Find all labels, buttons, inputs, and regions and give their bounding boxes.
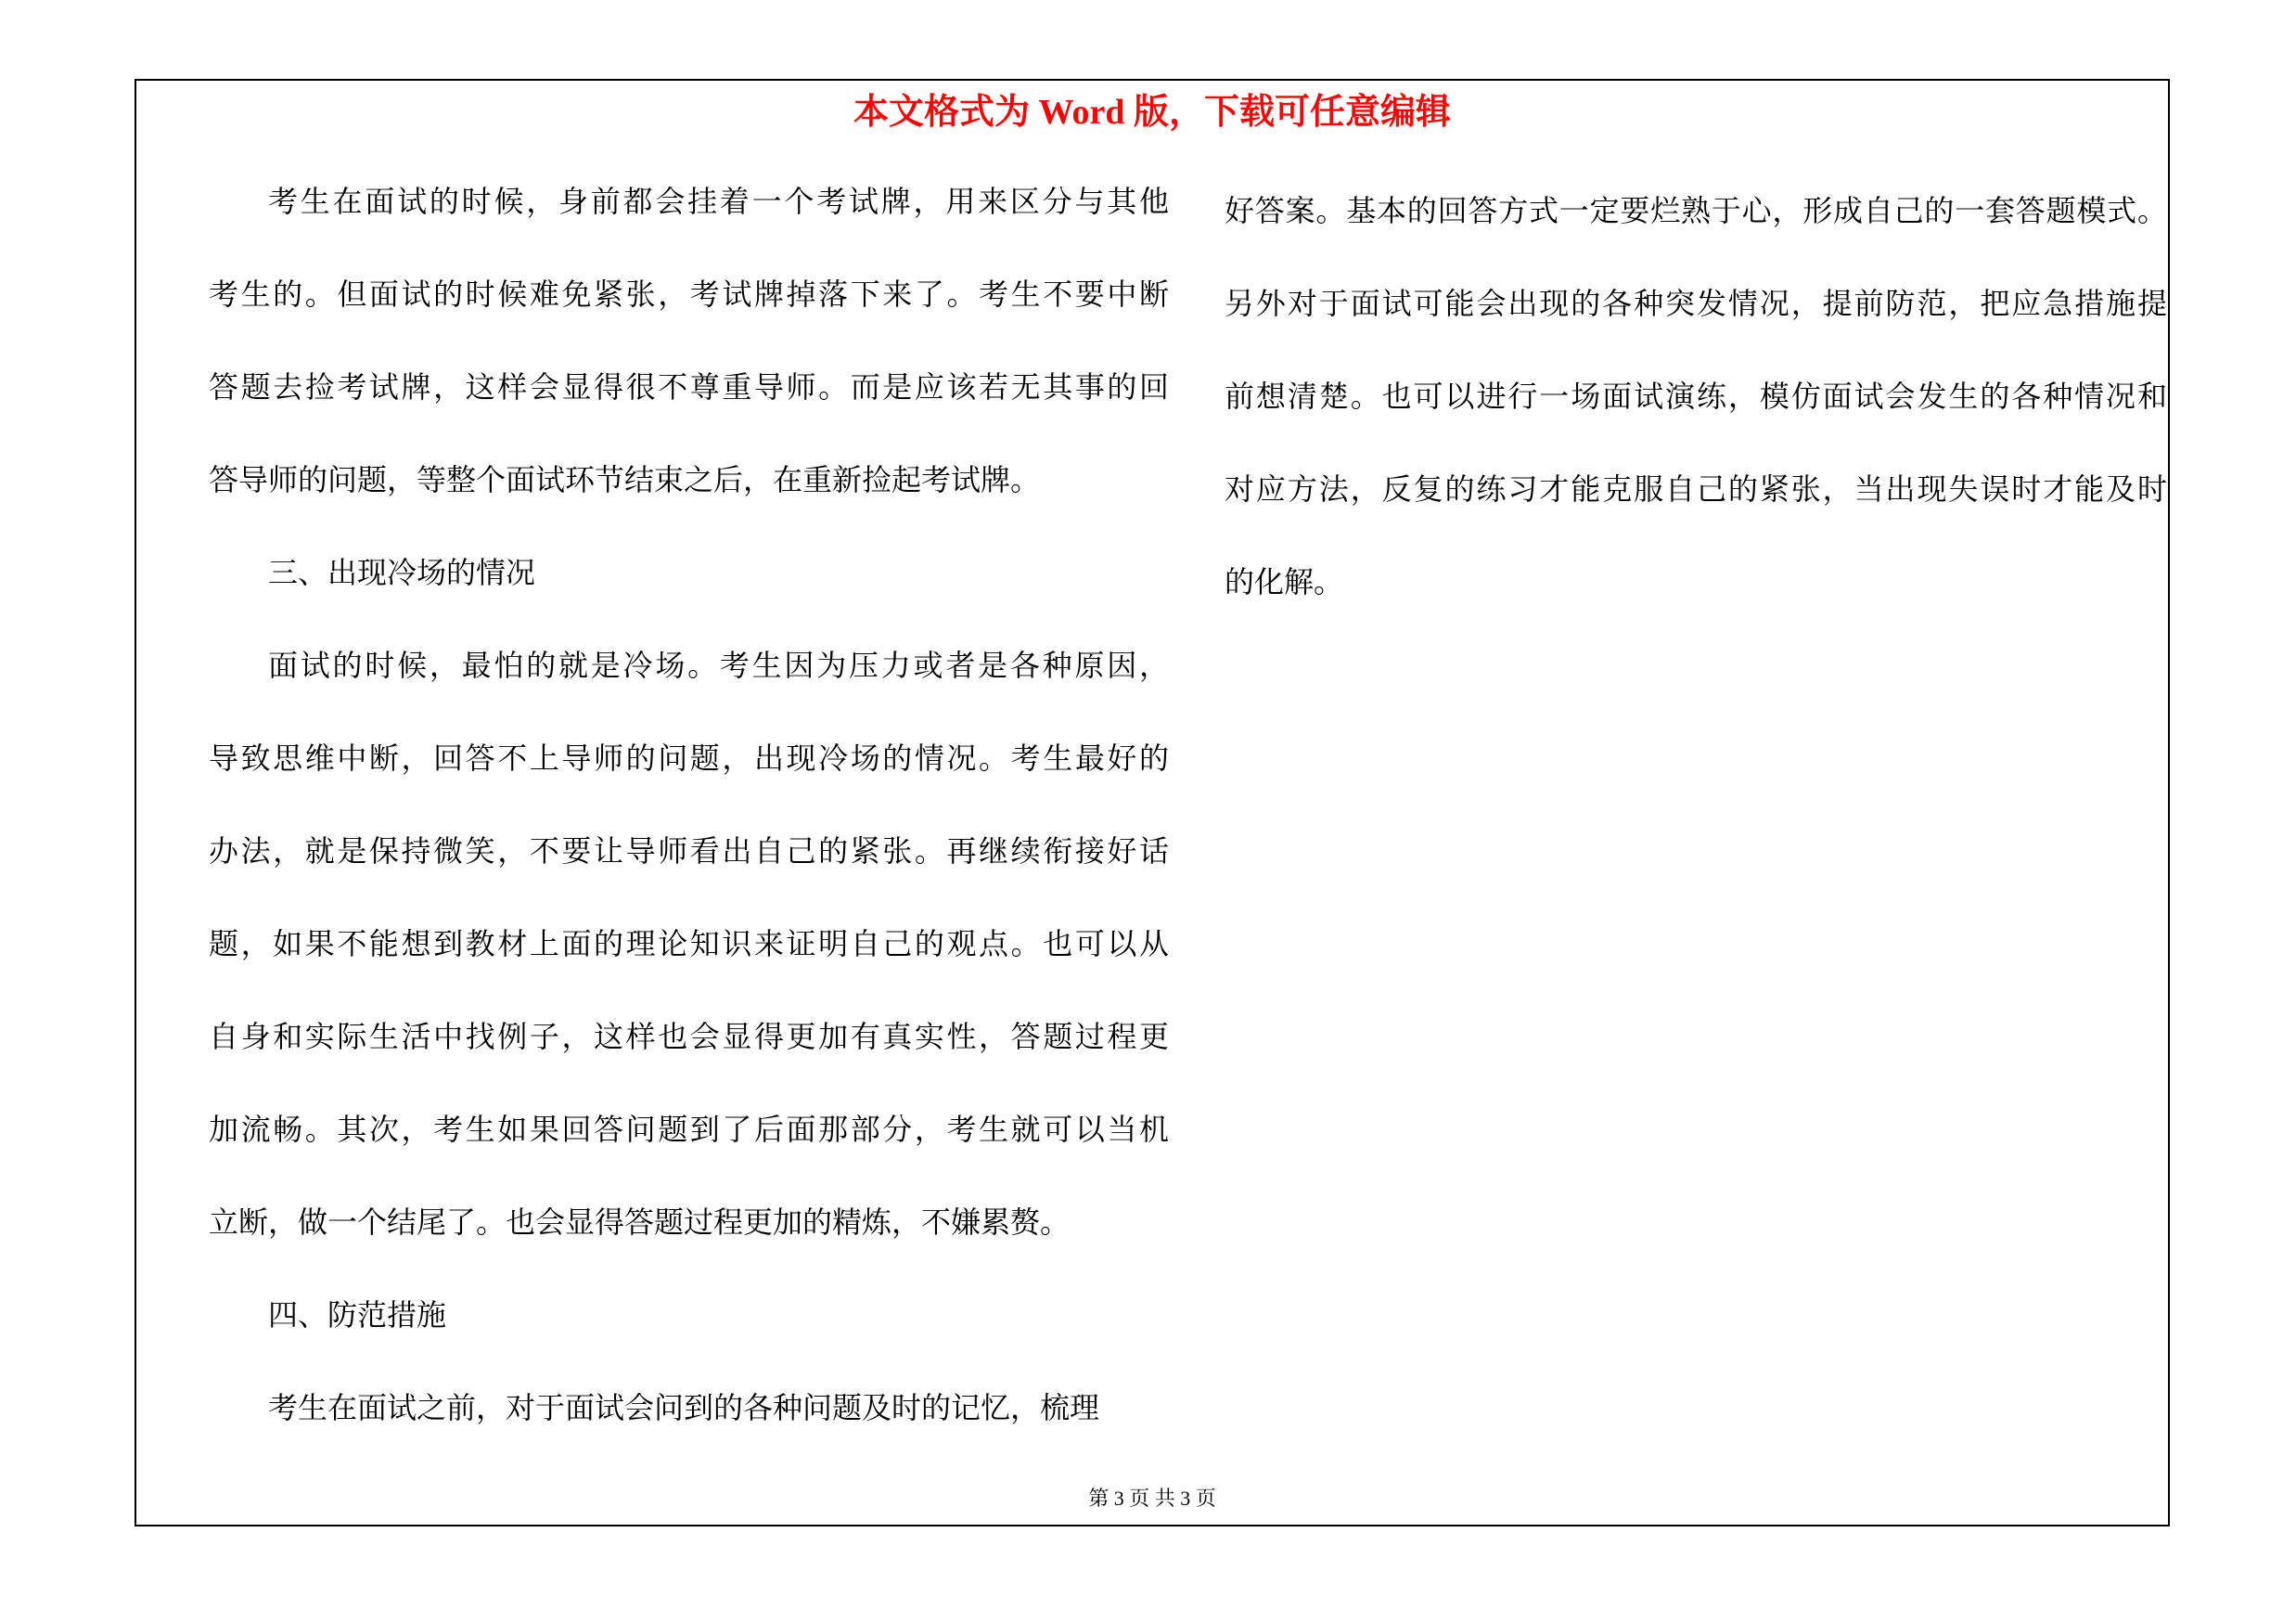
text-line: 对应方法，反复的练习才能克服自己的紧张，当出现失误时才能及时 — [1225, 472, 2167, 506]
text-line: 自身和实际生活中找例子，这样也会显得更加有真实性，答题过程更 — [209, 1020, 1169, 1053]
text-line: 考生在面试的时候，身前都会挂着一个考试牌，用来区分与其他 — [268, 185, 1169, 218]
text-line: 面试的时候，最怕的就是冷场。考生因为压力或者是各种原因， — [268, 649, 1169, 682]
text-line: 答题去捡考试牌，这样会显得很不尊重导师。而是应该若无其事的回 — [209, 370, 1169, 404]
text-line: 好答案。基本的回答方式一定要烂熟于心，形成自己的一套答题模式。 — [1225, 194, 2167, 227]
page-number-footer: 第 3 页 共 3 页 — [1088, 1487, 1216, 1510]
text-line: 题，如果不能想到教材上面的理论知识来证明自己的观点。也可以从 — [209, 927, 1169, 960]
section-heading: 三、出现冷场的情况 — [268, 556, 536, 589]
text-line: 立断，做一个结尾了。也会显得答题过程更加的精炼，不嫌累赘。 — [209, 1205, 1071, 1239]
two-column-layout — [209, 155, 2168, 1454]
text-line: 考生在面试之前，对于面试会问到的各种问题及时的记忆，梳理 — [268, 1391, 1100, 1424]
document-header-notice: 本文格式为 Word 版，下载可任意编辑 — [853, 93, 1451, 132]
left-column — [209, 155, 1169, 1454]
text-line: 考生的。但面试的时候难免紧张，考试牌掉落下来了。考生不要中断 — [209, 277, 1169, 311]
text-line: 前想清楚。也可以进行一场面试演练，模仿面试会发生的各种情况和 — [1225, 380, 2167, 413]
text-line: 另外对于面试可能会出现的各种突发情况，提前防范，把应急措施提 — [1225, 287, 2167, 320]
document-frame — [135, 79, 2170, 1526]
text-line: 的化解。 — [1225, 565, 1344, 599]
text-line: 答导师的问题，等整个面试环节结束之后，在重新捡起考试牌。 — [209, 463, 1041, 496]
right-column — [1225, 164, 2167, 1454]
section-heading: 四、防范措施 — [268, 1298, 447, 1332]
text-line: 办法，就是保持微笑，不要让导师看出自己的紧张。再继续衔接好话 — [209, 834, 1169, 868]
text-line: 加流畅。其次，考生如果回答问题到了后面那部分，考生就可以当机 — [209, 1113, 1169, 1146]
text-line: 导致思维中断，回答不上导师的问题，出现冷场的情况。考生最好的 — [209, 741, 1169, 775]
